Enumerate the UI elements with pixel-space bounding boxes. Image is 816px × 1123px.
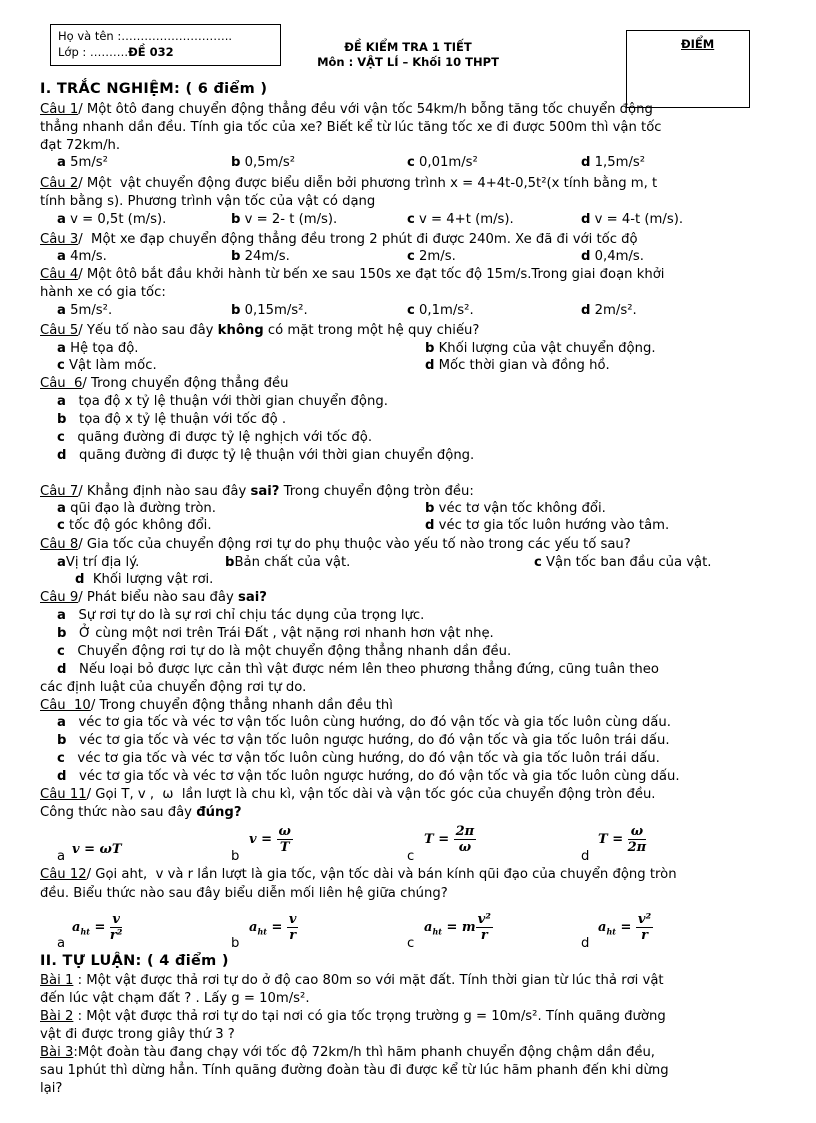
- q4-option-a: a 5m/s².: [57, 303, 113, 318]
- q11-option-d-label: d: [581, 849, 590, 864]
- q7-option-d: d véc tơ gia tốc luôn hướng vào tâm.: [425, 518, 670, 533]
- bai3-line3: lại?: [40, 1081, 63, 1096]
- section1-heading: I. TRẮC NGHIỆM: ( 6 điểm ): [40, 81, 268, 97]
- q1-option-b: b 0,5m/s²: [231, 155, 296, 170]
- q1-option-d: d 1,5m/s²: [581, 155, 646, 170]
- q1-option-c: c 0,01m/s²: [407, 155, 478, 170]
- q12-line1: Câu 12/ Gọi aht, v và r lần lượt là gia tốc, vận tốc dài và bán kính qũi đạo của chuyển động tròn: [40, 867, 677, 882]
- q7-option-a: a qũi đạo là đường tròn.: [57, 501, 216, 516]
- score-label: ĐIỂM: [681, 37, 715, 51]
- q4-line1: Câu 4/ Một ôtô bắt đầu khởi hành từ bến xe sau 150s xe đạt tốc độ 15m/s.Trong giai đoạn khởi: [40, 267, 665, 282]
- q3-option-b: b 24m/s.: [231, 249, 290, 264]
- q3-option-d: d 0,4m/s.: [581, 249, 644, 264]
- section2-heading: II. TỰ LUẬN: ( 4 điểm ): [40, 953, 229, 969]
- exam-title: ĐỀ KIỂM TRA 1 TIẾT: [344, 40, 472, 54]
- q11-formula-b: v = $\frac{\omega}{T}$: [249, 824, 291, 855]
- bai1-line1: Bài 1 : Một vật được thả rơi tự do ở độ cao 80m so với mặt đất. Tính thời gian từ lúc thả rơi vật: [40, 973, 664, 988]
- bai3-line1: Bài 3:Một đoàn tàu đang chạy với tốc độ 72km/h thì hãm phanh chuyển động chậm dần đều,: [40, 1045, 655, 1060]
- q3-line1: Câu 3/ Một xe đạp chuyển động thẳng đều trong 2 phút đi được 240m. Xe đã đi với tốc độ: [40, 232, 638, 247]
- q1-line3: đạt 72km/h.: [40, 138, 121, 153]
- q11-line2: Công thức nào sau đây đúng?: [40, 805, 242, 820]
- q4-line2: hành xe có gia tốc:: [40, 285, 166, 300]
- q7-option-b: b véc tơ vận tốc không đổi.: [425, 501, 606, 516]
- q10-line1: Câu 10/ Trong chuyển động thẳng nhanh dần đều thì: [40, 698, 393, 713]
- q2-line2: tính bằng s). Phương trình vận tốc của vật có dạng: [40, 194, 376, 209]
- q11-option-a-label: a: [57, 849, 66, 864]
- q12-formula-d: $a_{ht}$ = $\frac{\text{v²}}{r}$: [598, 912, 652, 943]
- q8-option-d: d Khối lượng vật rơi.: [75, 572, 214, 587]
- q10-option-a: a véc tơ gia tốc và véc tơ vận tốc luôn cùng hướng, do đó vận tốc và gia tốc luôn cùng dấu.: [57, 715, 671, 730]
- bai1-line2: đến lúc vật chạm đất ? . Lấy g = 10m/s².: [40, 991, 310, 1006]
- exam-code: ĐỀ 032: [128, 45, 174, 59]
- q2-option-c: c v = 4+t (m/s).: [407, 212, 514, 227]
- q10-option-c: c véc tơ gia tốc và véc tơ vận tốc luôn cùng hướng, do đó vận tốc và gia tốc luôn trái dấu.: [57, 751, 660, 766]
- q11-line1: Câu 11/ Gọi T, v , ω lần lượt là chu kì, vận tốc dài và vận tốc góc của chuyển động tròn đều.: [40, 787, 656, 802]
- q9-option-d: d Nếu loại bỏ được lực cản thì vật được ném lên theo phương thẳng đứng, cũng tuân theo: [57, 662, 659, 677]
- q5-option-a: a Hệ tọa độ.: [57, 341, 139, 356]
- q1-line2: thẳng nhanh dần đều. Tính gia tốc của xe? Biết kể từ lúc tăng tốc xe đi được 500m thì vận tốc: [40, 120, 662, 135]
- q9-option-a: a Sự rơi tự do là sự rơi chỉ chịu tác dụng của trọng lực.: [57, 608, 425, 623]
- student-info-box: [50, 24, 281, 66]
- q3-option-a: a 4m/s.: [57, 249, 107, 264]
- q6-option-d: d quãng đường đi được tỷ lệ thuận với thời gian chuyển động.: [57, 448, 475, 463]
- q2-option-b: b v = 2- t (m/s).: [231, 212, 338, 227]
- q7-line1: Câu 7/ Khẳng định nào sau đây sai? Trong chuyển động tròn đều:: [40, 484, 474, 499]
- q6-option-b: b tọa độ x tỷ lệ thuận với tốc độ .: [57, 412, 287, 427]
- q7-option-c: c tốc độ góc không đổi.: [57, 518, 212, 533]
- q5-option-d: d Mốc thời gian và đồng hồ.: [425, 358, 610, 373]
- q4-option-b: b 0,15m/s².: [231, 303, 308, 318]
- q6-option-c: c quãng đường đi được tỷ lệ nghịch với tốc độ.: [57, 430, 373, 445]
- score-box: [626, 30, 750, 108]
- q11-formula-d: T = $\frac{\omega}{2\pi}$: [598, 824, 647, 855]
- q9-option-d-cont: các định luật của chuyển động rơi tự do.: [40, 680, 307, 695]
- q8-option-a: aVị trí địa lý.: [57, 555, 140, 570]
- bai2-line1: Bài 2 : Một vật được thả rơi tự do tại nơi có gia tốc trọng trường g = 10m/s². Tính quãng đường: [40, 1009, 666, 1024]
- q10-option-d: d véc tơ gia tốc và véc tơ vận tốc luôn ngược hướng, do đó vận tốc và gia tốc luôn cùng dấu.: [57, 769, 680, 784]
- q10-option-b: b véc tơ gia tốc và véc tơ vận tốc luôn ngược hướng, do đó vận tốc và gia tốc luôn trái dấu.: [57, 733, 670, 748]
- q4-option-d: d 2m/s².: [581, 303, 637, 318]
- q12-option-c-label: c: [407, 936, 415, 951]
- q8-option-c: c Vận tốc ban đầu của vật.: [534, 555, 712, 570]
- q9-line1: Câu 9/ Phát biểu nào sau đây sai?: [40, 590, 267, 605]
- q5-line1: Câu 5/ Yếu tố nào sau đây không có mặt trong một hệ quy chiếu?: [40, 323, 480, 338]
- q1-line1: Câu 1/ Một ôtô đang chuyển động thẳng đều với vận tốc 54km/h bỗng tăng tốc chuyển động: [40, 102, 653, 117]
- q5-option-b: b Khối lượng của vật chuyển động.: [425, 341, 656, 356]
- q6-line1: Câu 6/ Trong chuyển động thẳng đều: [40, 376, 289, 391]
- q11-formula-c: T = $\frac{2\pi}{\omega}$: [424, 824, 475, 855]
- q2-option-d: d v = 4-t (m/s).: [581, 212, 684, 227]
- q11-formula-a: v = ωT: [72, 842, 122, 857]
- q11-option-c-label: c: [407, 849, 415, 864]
- q12-option-b-label: b: [231, 936, 240, 951]
- q6-option-a: a tọa độ x tỷ lệ thuận với thời gian chuyển động.: [57, 394, 388, 409]
- q11-option-b-label: b: [231, 849, 240, 864]
- class-line: Lớp : ……….ĐỀ 032: [58, 45, 174, 59]
- bai2-line2: vật đi được trong giây thứ 3 ?: [40, 1027, 235, 1042]
- q12-formula-b: $a_{ht}$ = $\frac{v}{r}$: [249, 912, 297, 943]
- q4-option-c: c 0,1m/s².: [407, 303, 474, 318]
- q1-option-a: a 5m/s²: [57, 155, 108, 170]
- q12-formula-a: $a_{ht}$ = $\frac{v}{\text{r²}}$: [72, 912, 123, 943]
- q9-option-b: b Ở cùng một nơi trên Trái Đất , vật nặng rơi nhanh hơn vật nhẹ.: [57, 626, 494, 641]
- q12-option-a-label: a: [57, 936, 66, 951]
- q12-formula-c: $a_{ht} = m$ $\frac{\text{v²}}{r}$: [424, 912, 491, 943]
- exam-subject: Môn : VẬT LÍ – Khối 10 THPT: [317, 55, 499, 69]
- q2-option-a: a v = 0,5t (m/s).: [57, 212, 167, 227]
- bai3-line2: sau 1phút thì dừng hẳn. Tính quãng đường đoàn tàu đi được kể từ lúc hãm phanh đến khi dừng: [40, 1063, 669, 1078]
- q12-option-d-label: d: [581, 936, 590, 951]
- q8-line1: Câu 8/ Gia tốc của chuyển động rơi tự do phụ thuộc vào yếu tố nào trong các yếu tố sau?: [40, 537, 631, 552]
- name-line: Họ và tên :………………………..: [58, 29, 233, 43]
- q5-option-c: c Vật làm mốc.: [57, 358, 157, 373]
- q12-line2: đều. Biểu thức nào sau đây biểu diễn mối liên hệ giữa chúng?: [40, 886, 448, 901]
- q3-option-c: c 2m/s.: [407, 249, 456, 264]
- q8-option-b: bBản chất của vật.: [225, 555, 351, 570]
- q2-line1: Câu 2/ Một vật chuyển động được biểu diễn bởi phương trình x = 4+4t-0,5t²(x tính bằng m, t: [40, 176, 658, 191]
- q9-option-c: c Chuyển động rơi tự do là một chuyển động thẳng nhanh dần đều.: [57, 644, 512, 659]
